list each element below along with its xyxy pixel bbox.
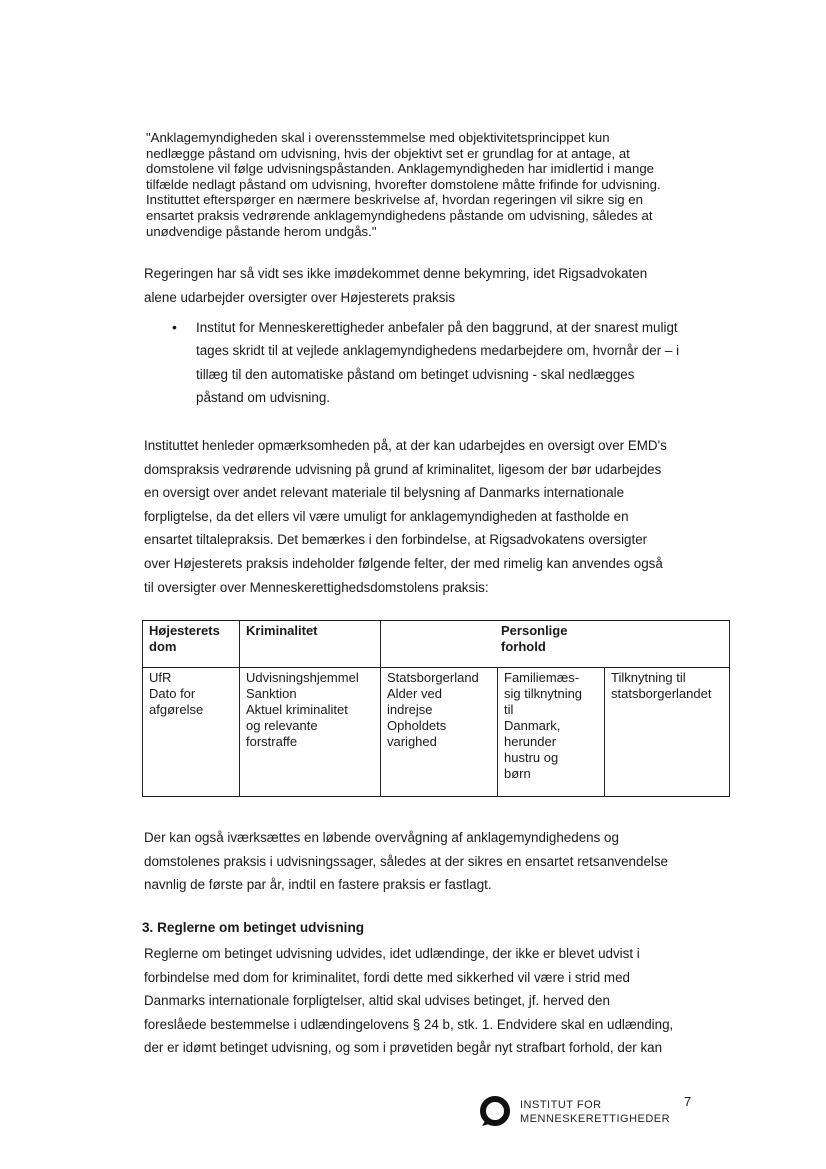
text-line: der er idømt betinget udvisning, og som i prøvetiden begår nyt strafbart forhold, der kan (144, 1040, 663, 1056)
table-cell: UfR Dato for afgørelse (143, 668, 240, 797)
page-number: 7 (684, 1094, 692, 1109)
text-line: "Anklagemyndigheden skal i overensstemmelse med objektivitetsprincippet kun (146, 130, 610, 145)
text-line: unødvendige påstande herom undgås." (146, 223, 377, 239)
text-line: foreslåede bestemmelse i udlændingelovens § 24 b, stk. 1. Endvidere skal en udlænding, (144, 1016, 674, 1032)
header-hojesterets-dom: Højesterets dom (143, 621, 240, 668)
text-line: påstand om udvisning. (196, 390, 330, 406)
text-line: Institut for Menneskerettigheder anbefaler på den baggrund, at der snarest muligt (196, 320, 678, 335)
table-cell: Statsborgerland Alder ved indrejse Opholdets varighed (381, 668, 498, 797)
text-line: forbindelse med dom for kriminalitet, fordi dette med sikkerhed vil være i strid med (144, 969, 630, 985)
text-line: Instituttet henleder opmærksomheden på, at der kan udarbejdes en oversigt over EMD's (144, 438, 667, 453)
bullet-icon: • (172, 319, 177, 335)
text-line: en oversigt over andet relevant materiale til belysning af Danmarks internationale (144, 485, 625, 501)
table-header-row (143, 621, 730, 668)
text-line: Regeringen har så vidt ses ikke imødekommet denne bekymring, idet Rigsadvokaten (144, 266, 648, 281)
paragraph-government (144, 262, 699, 309)
table-row (143, 668, 730, 797)
institute-logo (478, 1094, 678, 1134)
section-heading: 3. Reglerne om betinget udvisning (142, 920, 365, 935)
text-line: tillæg til den automatiske påstand om betinget udvisning - skal nedlægges (196, 366, 635, 382)
text-line: Reglerne om betinget udvisning udvides, idet udlændinge, der ikke er blevet udvist i (144, 946, 640, 961)
text-line: domstolenes praksis i udvisningssager, således at der sikres en ensartet retsanvendelse (144, 853, 669, 869)
logo-wordmark: INSTITUT FOR MENNESKERETTIGHEDER (520, 1099, 671, 1125)
text-line: over Højesterets praksis indeholder følgende felter, der med rimelig kan anvendes også (144, 555, 663, 571)
paragraph-monitoring (144, 826, 699, 897)
text-line: alene udarbejder oversigter over Højesterets praksis (144, 289, 456, 305)
text-line: Der kan også iværksættes en løbende overvågning af anklagemyndighedens og (144, 830, 619, 845)
text-line: Instituttet efterspørger en nærmere beskrivelse af, hvordan regeringen vil sikre sig en (146, 192, 643, 208)
header-personlige-forhold: Personlige forhold (381, 621, 730, 668)
text-line: til oversigter over Menneskerettighedsdomstolens praksis: (144, 579, 489, 595)
text-line: nedlægge påstand om udvisning, hvis der objektivt set er grundlag for at antage, at (146, 145, 630, 161)
institute-ring-logo-icon (478, 1094, 512, 1128)
text-line: domspraksis vedrørende udvisning på grund af kriminalitet, ligesom der bør udarbejdes (144, 461, 662, 477)
text-line: navnlig de første par år, indtil en fastere praksis er fastlagt. (144, 877, 492, 893)
quoted-paragraph (146, 130, 691, 239)
paragraph-section3 (144, 942, 699, 1060)
table-cell: Familiemæs- sig tilknytning til Danmark, herunder hustru og børn (498, 668, 605, 797)
paragraph-institute (144, 434, 699, 599)
text-line: ensartet tiltalepraksis. Det bemærkes i den forbindelse, at Rigsadvokatens oversigter (144, 532, 648, 548)
text-line: ensartet praksis vedrørende anklagemyndighedens påstande om udvisning, således at (146, 207, 653, 223)
text-line: Danmarks internationale forpligtelser, altid skal udvises betinget, jf. herved den (144, 993, 610, 1009)
header-kriminalitet: Kriminalitet (240, 621, 381, 668)
text-line: domstolene vil følge udvisningspåstanden. Anklagemyndigheden har imidlertid i mange (146, 161, 655, 177)
text-line: tages skridt til at vejlede anklagemyndighedens medarbejdere om, hvornår der – i (196, 343, 680, 359)
text-line: tilfælde nedlagt påstand om udvisning, hvorefter domstolene måtte frifinde for udvisning. (146, 176, 661, 192)
fields-table (142, 620, 730, 797)
text-line: forpligtelse, da det ellers vil være umuligt for anklagemyndigheden at fastholde en (144, 508, 629, 524)
table-cell: Udvisningshjemmel Sanktion Aktuel kriminalitet og relevante forstraffe (240, 668, 381, 797)
bullet-text (196, 316, 708, 410)
table-cell: Tilknytning til statsborgerlandet (605, 668, 730, 797)
